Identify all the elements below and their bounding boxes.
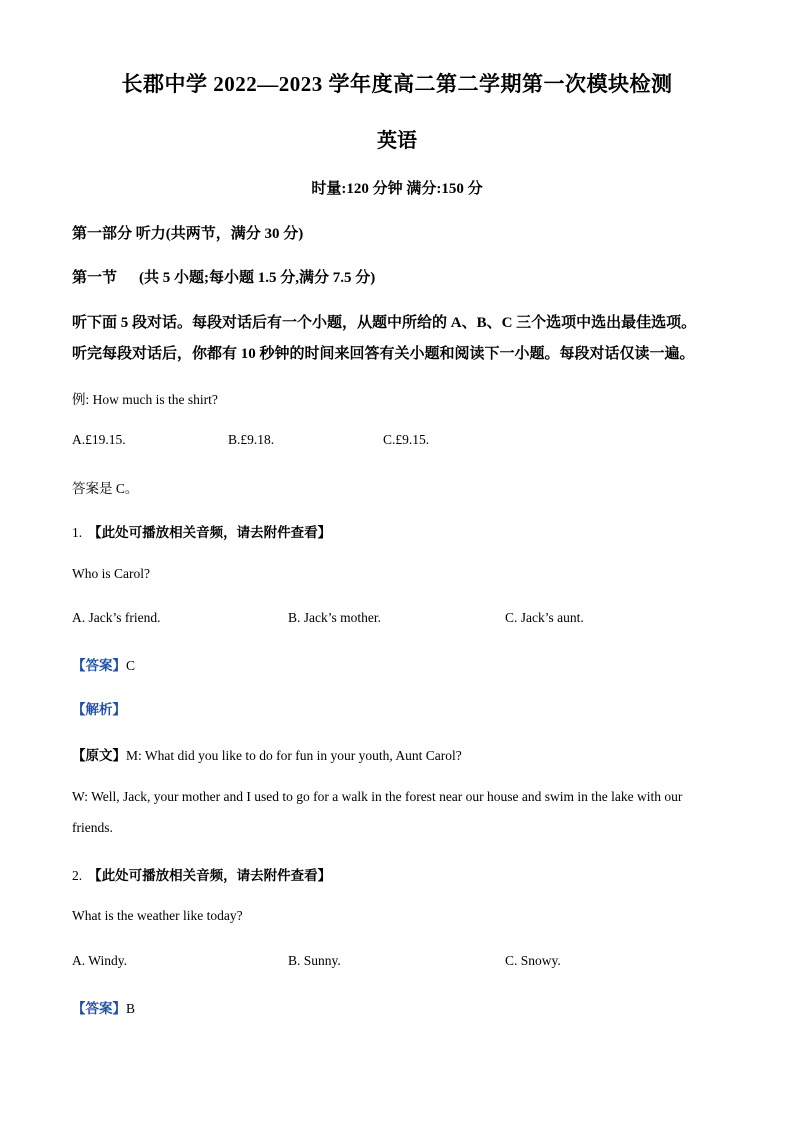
question-1-answer <box>72 654 135 674</box>
question-2-answer-value: B <box>126 1001 136 1016</box>
question-1-option-a: A. Jack’s friend. <box>72 610 161 625</box>
subject-heading: 英语 <box>377 130 417 152</box>
question-1-option-c: C. Jack’s aunt. <box>505 610 584 625</box>
question-2-option-b: B. Sunny. <box>288 953 341 968</box>
question-2-audio-note: 【此处可播放相关音频，请去附件查看】 <box>88 868 332 883</box>
question-1-transcript-w: W: Well, Jack, your mother and I used to go for a walk in the forest near our house and swim in the lake with our friends. <box>72 789 683 835</box>
example-question: 例: How much is the shirt? <box>72 392 218 407</box>
example-option-a: A.£19.15. <box>72 432 126 447</box>
example-answer: 答案是 C。 <box>72 481 139 496</box>
instruction-line-1: 听下面 5 段对话。每段对话后有一个小题，从题中所给的 A、B、C 三个选项中选出最佳选项。 <box>72 315 697 331</box>
question-2-text: What is the weather like today? <box>72 908 243 923</box>
question-1-audio-note: 【此处可播放相关音频，请去附件查看】 <box>88 525 332 540</box>
answer-tag: 【答案】 <box>72 1001 126 1016</box>
analysis-tag: 【解析】 <box>72 702 126 717</box>
question-2-answer <box>72 997 135 1017</box>
section-one-description: (共 5 小题;每小题 1.5 分,满分 7.5 分) <box>139 270 376 286</box>
question-2-option-c: C. Snowy. <box>505 953 561 968</box>
question-1-transcript-m <box>72 744 462 764</box>
example-option-c: C.£9.15. <box>383 432 430 447</box>
section-one-heading <box>72 266 375 287</box>
question-1-option-b: B. Jack’s mother. <box>288 610 381 625</box>
transcript-tag: 【原文】 <box>72 748 126 763</box>
example-option-b: B.£9.18. <box>228 432 275 447</box>
answer-tag: 【答案】 <box>72 658 126 673</box>
question-1-analysis <box>72 698 126 718</box>
section-one-label: 第一节 <box>72 270 118 286</box>
question-1-header <box>72 521 331 541</box>
transcript-m-text: M: What did you like to do for fun in your youth, Aunt Carol? <box>126 748 462 763</box>
question-2-header <box>72 864 331 884</box>
instruction-line-2: 听完每段对话后，你都有 10 秒钟的时间来回答有关小题和阅读下一小题。每段对话仅读一遍。 <box>72 346 695 362</box>
document-title: 长郡中学 2022—2023 学年度高二第二学期第一次模块检测 <box>121 72 673 96</box>
part-one-heading: 第一部分 听力(共两节，满分 30 分) <box>72 226 304 242</box>
question-1-text: Who is Carol? <box>72 566 150 581</box>
question-2-number: 2. <box>72 868 83 883</box>
question-1-number: 1. <box>72 525 83 540</box>
time-score-info: 时量:120 分钟 满分:150 分 <box>311 181 483 197</box>
question-2-option-a: A. Windy. <box>72 953 127 968</box>
question-1-answer-value: C <box>126 658 136 673</box>
